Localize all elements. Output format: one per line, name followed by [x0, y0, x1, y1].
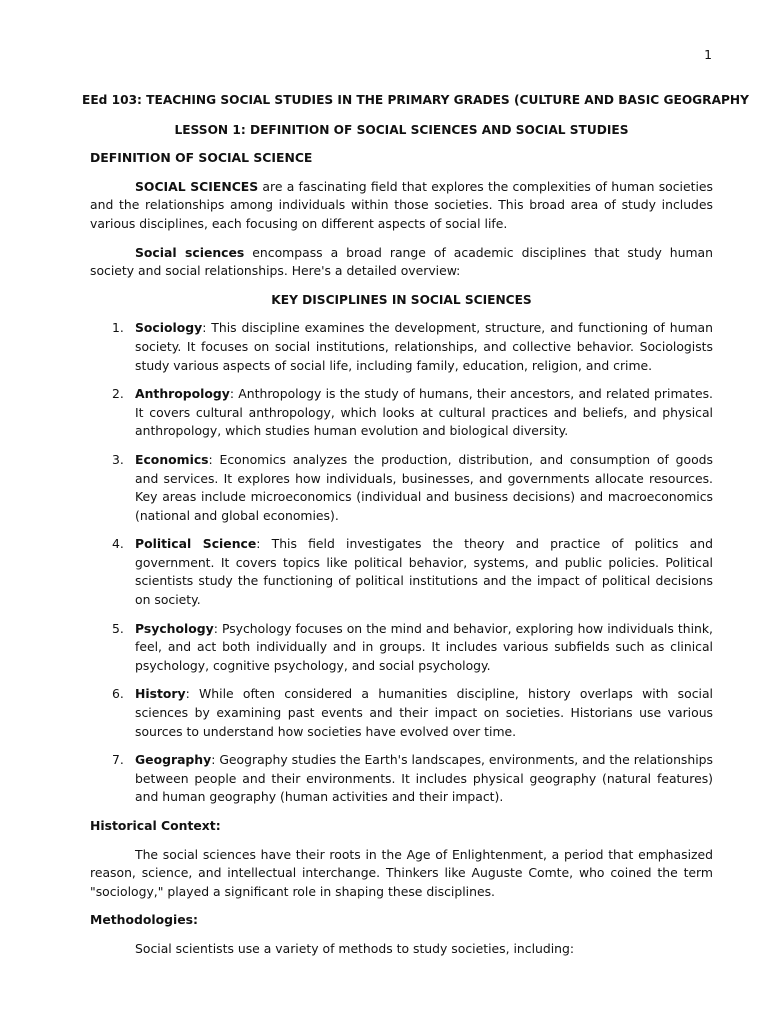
list-number: 5. — [112, 620, 124, 636]
historical-context-paragraph: The social sciences have their roots in the Age of Enlightenment, a period that emphasized reason, science, and intellectual interchange. Thinkers like Auguste Comte, who coined the term "sociology," played a significant role in shaping these disciplines. — [90, 846, 713, 899]
historical-context-heading: Historical Context: — [90, 818, 221, 833]
list-number: 7. — [112, 752, 124, 768]
intro-text: are a fascinating field that explores the complexities of human societies and the relationships among individuals within those societies. This broad area of study includes various disciplines, each focusing on different aspects of social life. — [90, 178, 714, 231]
course-title: EEd 103: TEACHING SOCIAL STUDIES IN THE PRIMARY GRADES (CULTURE AND BASIC GEOGRAPHY — [82, 93, 749, 107]
list-item — [90, 451, 713, 525]
list-item — [90, 620, 713, 676]
discipline-description: : Psychology focuses on the mind and behavior, exploring how individuals think, feel, and act both individually and in groups. It includes various subfields such as clinical psychology, cognitive psychology, and social psychology. — [135, 620, 713, 673]
discipline-term: Economics — [135, 451, 209, 467]
list-item — [90, 751, 713, 807]
list-number: 6. — [112, 686, 124, 702]
methodologies-paragraph: Social scientists use a variety of methods to study societies, including: — [135, 940, 575, 956]
list-number: 4. — [112, 536, 124, 552]
discipline-term: Anthropology — [135, 386, 230, 402]
list-item — [90, 685, 713, 741]
discipline-description: : Geography studies the Earth's landscapes, environments, and the relationships between people and their environments. It includes physical geography (natural features) and human geography (human activities and their impact). — [135, 752, 713, 805]
list-item — [90, 535, 713, 609]
discipline-description: : This field investigates the theory and practice of politics and government. It covers topics like political behavior, systems, and public policies. Political scientists study the functioning of political institutions and the impact of political decisions on society. — [135, 536, 713, 608]
list-number: 3. — [112, 451, 124, 467]
overview-paragraph — [90, 244, 713, 281]
disciplines-list — [90, 319, 713, 807]
list-item — [90, 385, 713, 441]
list-item — [90, 319, 713, 375]
discipline-term: Political Science — [135, 536, 257, 552]
overview-lead-term: Social sciences — [135, 244, 245, 260]
discipline-term: History — [135, 686, 186, 702]
discipline-term: Psychology — [135, 620, 214, 636]
discipline-description: : This discipline examines the development, structure, and functioning of human society. It focuses on social institutions, relationships, and collective behavior. Sociologists study various aspects of social life, including family, education, religion, and crime. — [135, 320, 713, 373]
document-body — [82, 91, 749, 959]
lesson-title: LESSON 1: DEFINITION OF SOCIAL SCIENCES AND SOCIAL STUDIES — [174, 122, 629, 137]
page-number: 1 — [704, 47, 712, 62]
methodologies-heading: Methodologies: — [90, 912, 198, 928]
list-number: 2. — [112, 386, 124, 402]
discipline-term: Sociology — [135, 320, 203, 336]
intro-paragraph — [90, 178, 713, 234]
overview-text: encompass a broad range of academic disciplines that study human society and social relationships. Here's a detailed overview: — [90, 244, 713, 279]
key-disciplines-heading: KEY DISCIPLINES IN SOCIAL SCIENCES — [271, 292, 532, 307]
discipline-description: : Anthropology is the study of humans, their ancestors, and related primates. It covers cultural anthropology, which looks at cultural practices and beliefs, and physical anthropology, which studies human evolution and biological diversity. — [135, 386, 713, 439]
intro-lead-term: SOCIAL SCIENCES — [135, 178, 259, 194]
definition-heading: DEFINITION OF SOCIAL SCIENCE — [90, 150, 313, 166]
discipline-description: : While often considered a humanities discipline, history overlaps with social sciences by examining past events and their impact on societies. Historians use various sources to understand how societies have evolved over time. — [135, 686, 713, 739]
discipline-description: : Economics analyzes the production, distribution, and consumption of goods and services. It explores how individuals, businesses, and governments allocate resources. Key areas include microeconomics (individual and business decisions) and macroeconomics (national and global economies). — [135, 451, 713, 523]
list-number: 1. — [112, 320, 124, 336]
discipline-term: Geography — [135, 752, 212, 768]
